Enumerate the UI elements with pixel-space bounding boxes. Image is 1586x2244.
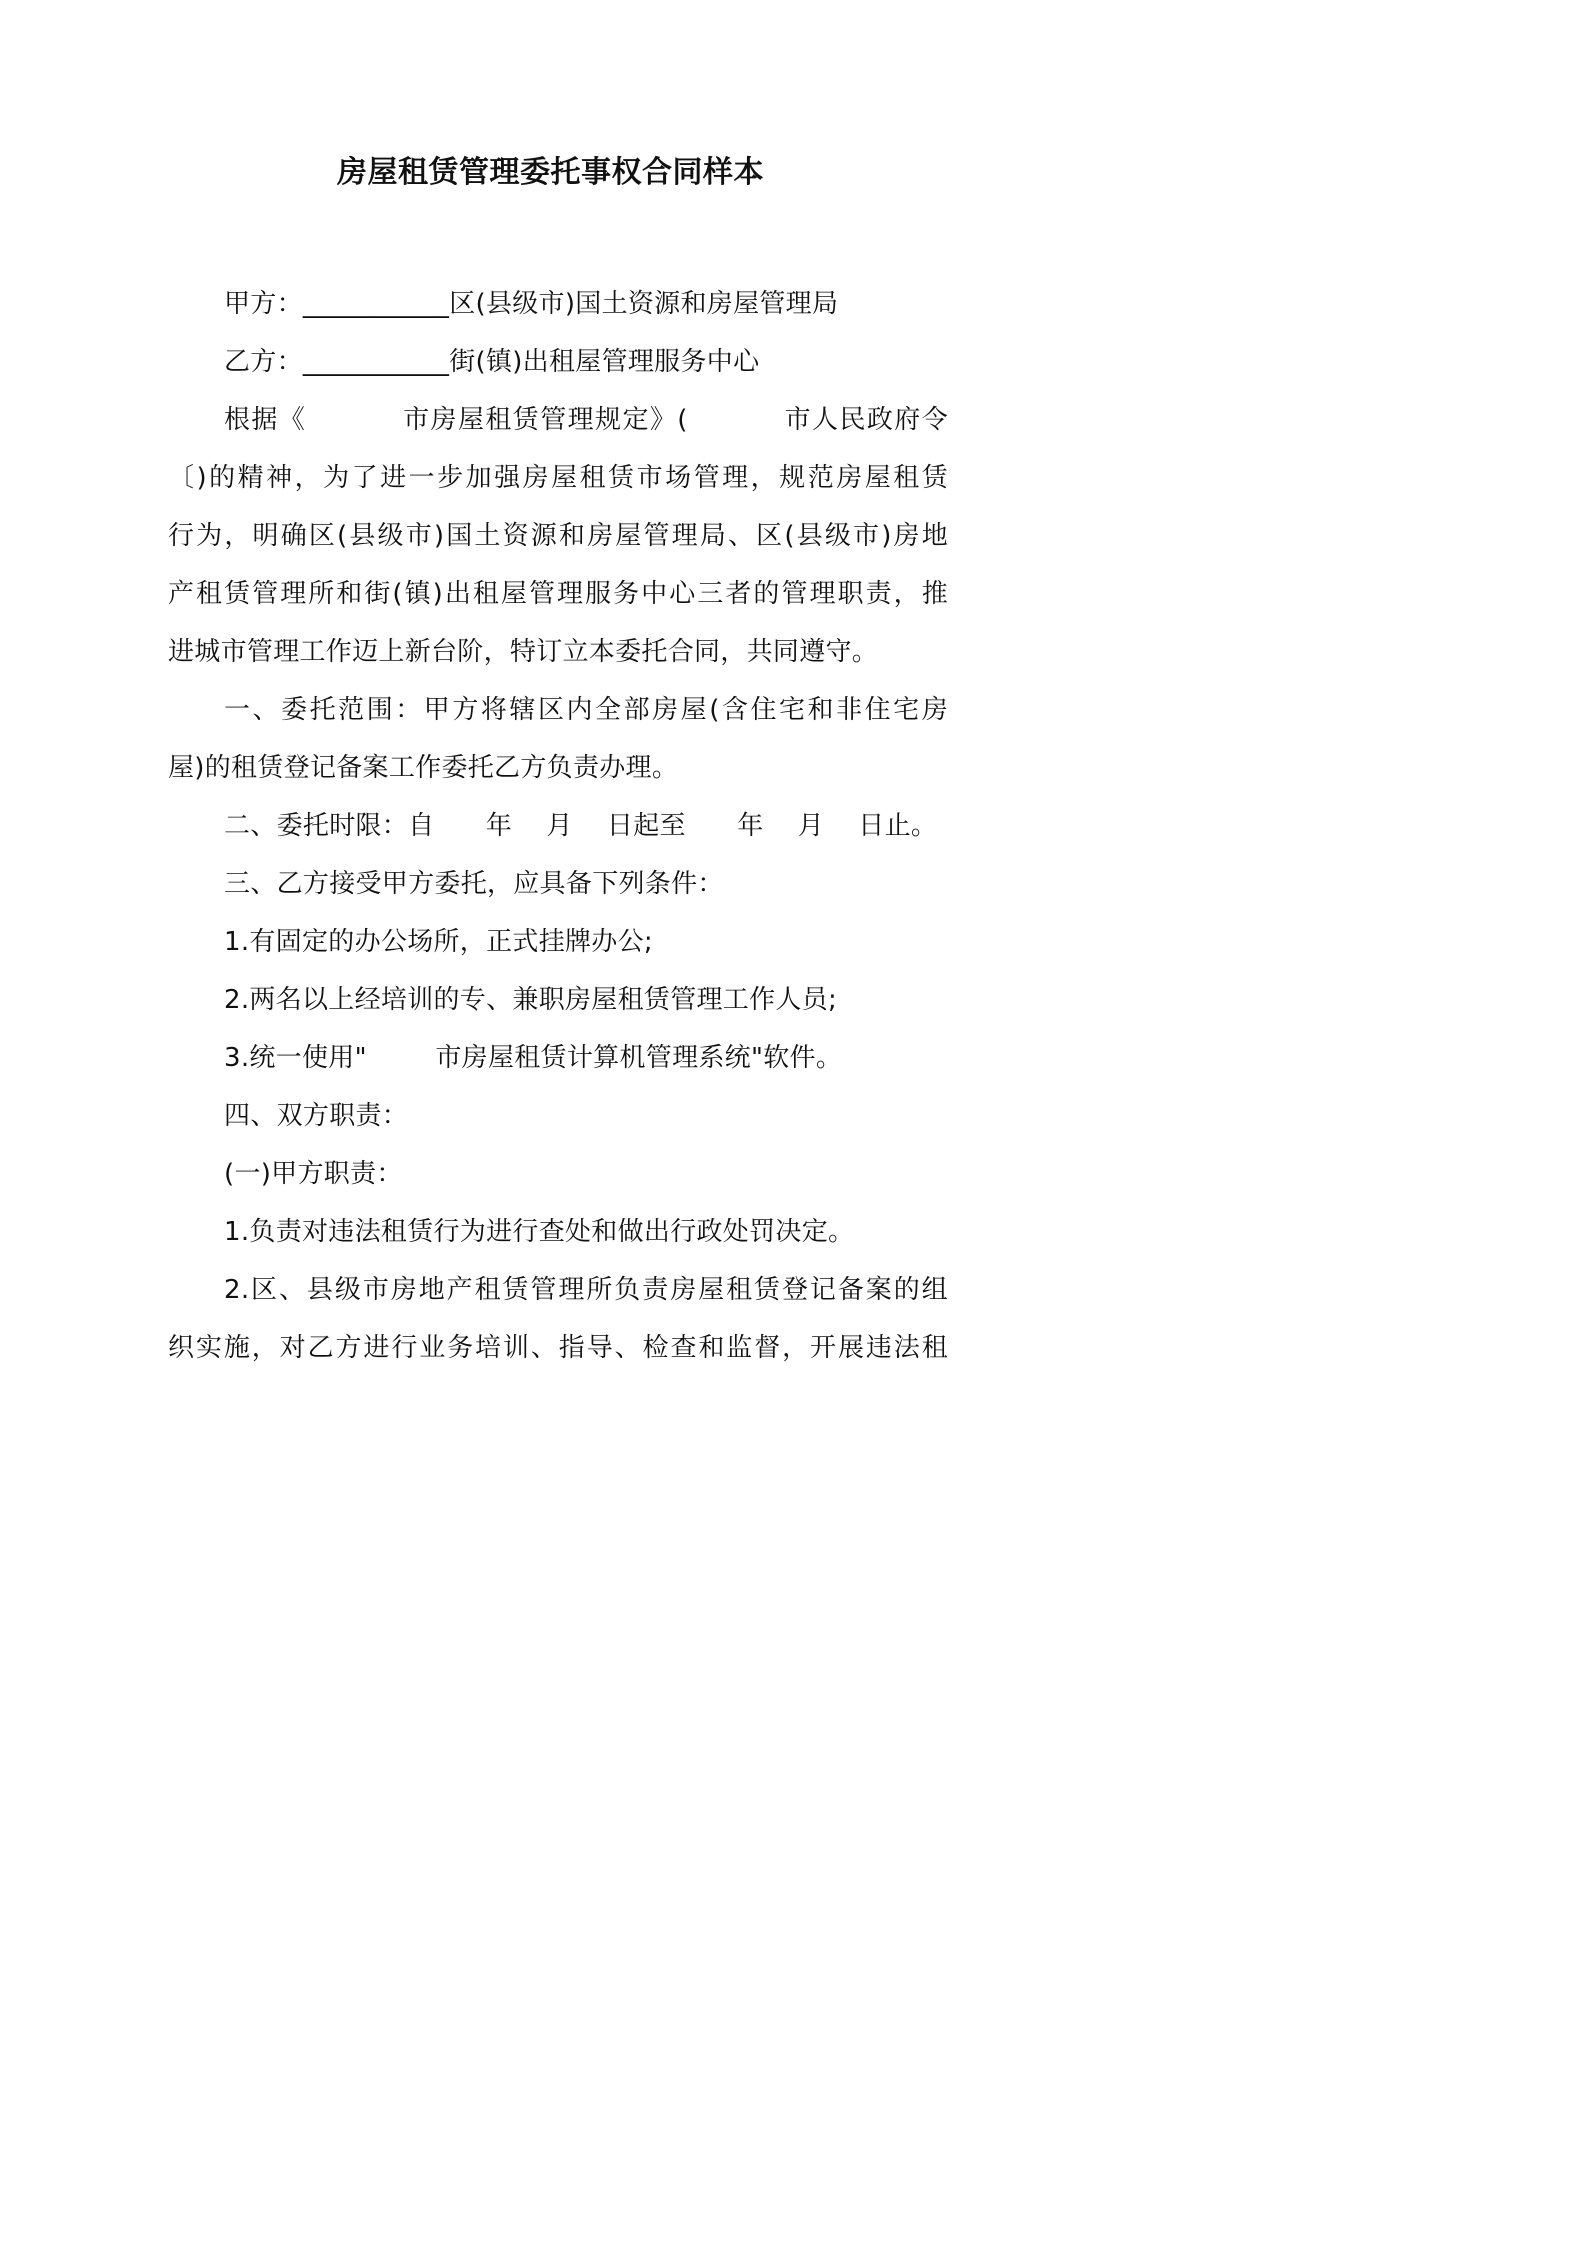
clause-scope-line: 屋)的租赁登记备案工作委托乙方负责办理。 [168,753,679,783]
clause-conditions-heading: 三、乙方接受甲方委托，应具备下列条件： [224,869,724,899]
party-a-line: 甲方：___________区(县级市)国土资源和房屋管理局 [224,289,839,319]
clause-duties-heading: 四、双方职责： [224,1101,409,1131]
condition-item: 1.有固定的办公场所，正式挂牌办公; [224,927,653,957]
clause-term-line: 二、委托时限：自 年 月 日起至 年 月 日止。 [224,811,938,841]
paragraph-line: 〔)的精神，为了进一步加强房屋租赁市场管理，规范房屋租赁 [168,463,948,493]
condition-item: 3.统一使用" 市房屋租赁计算机管理系统"软件。 [224,1043,843,1073]
duty-item: 1.负责对违法租赁行为进行查处和做出行政处罚决定。 [224,1217,855,1247]
duty-item: 织实施，对乙方进行业务培训、指导、检查和监督，开展违法租 [168,1333,948,1363]
condition-item: 2.两名以上经培训的专、兼职房屋租赁管理工作人员; [224,985,838,1015]
party-b-line: 乙方：___________街(镇)出租屋管理服务中心 [224,347,760,377]
document-title: 房屋租赁管理委托事权合同样本 [337,155,764,190]
paragraph-line: 根据《 市房屋租赁管理规定》( 市人民政府令 [224,405,948,435]
paragraph-line: 产租赁管理所和街(镇)出租屋管理服务中心三者的管理职责，推 [168,579,948,609]
duty-item: 2.区、县级市房地产租赁管理所负责房屋租赁登记备案的组 [224,1275,948,1305]
paragraph-line: 进城市管理工作迈上新台阶，特订立本委托合同，共同遵守。 [168,637,879,667]
document-page [0,0,1101,1558]
paragraph-line: 行为，明确区(县级市)国土资源和房屋管理局、区(县级市)房地 [168,521,948,551]
party-a-duties-heading: (一)甲方职责： [224,1159,403,1189]
clause-scope-line: 一、委托范围：甲方将辖区内全部房屋(含住宅和非住宅房 [224,695,948,725]
